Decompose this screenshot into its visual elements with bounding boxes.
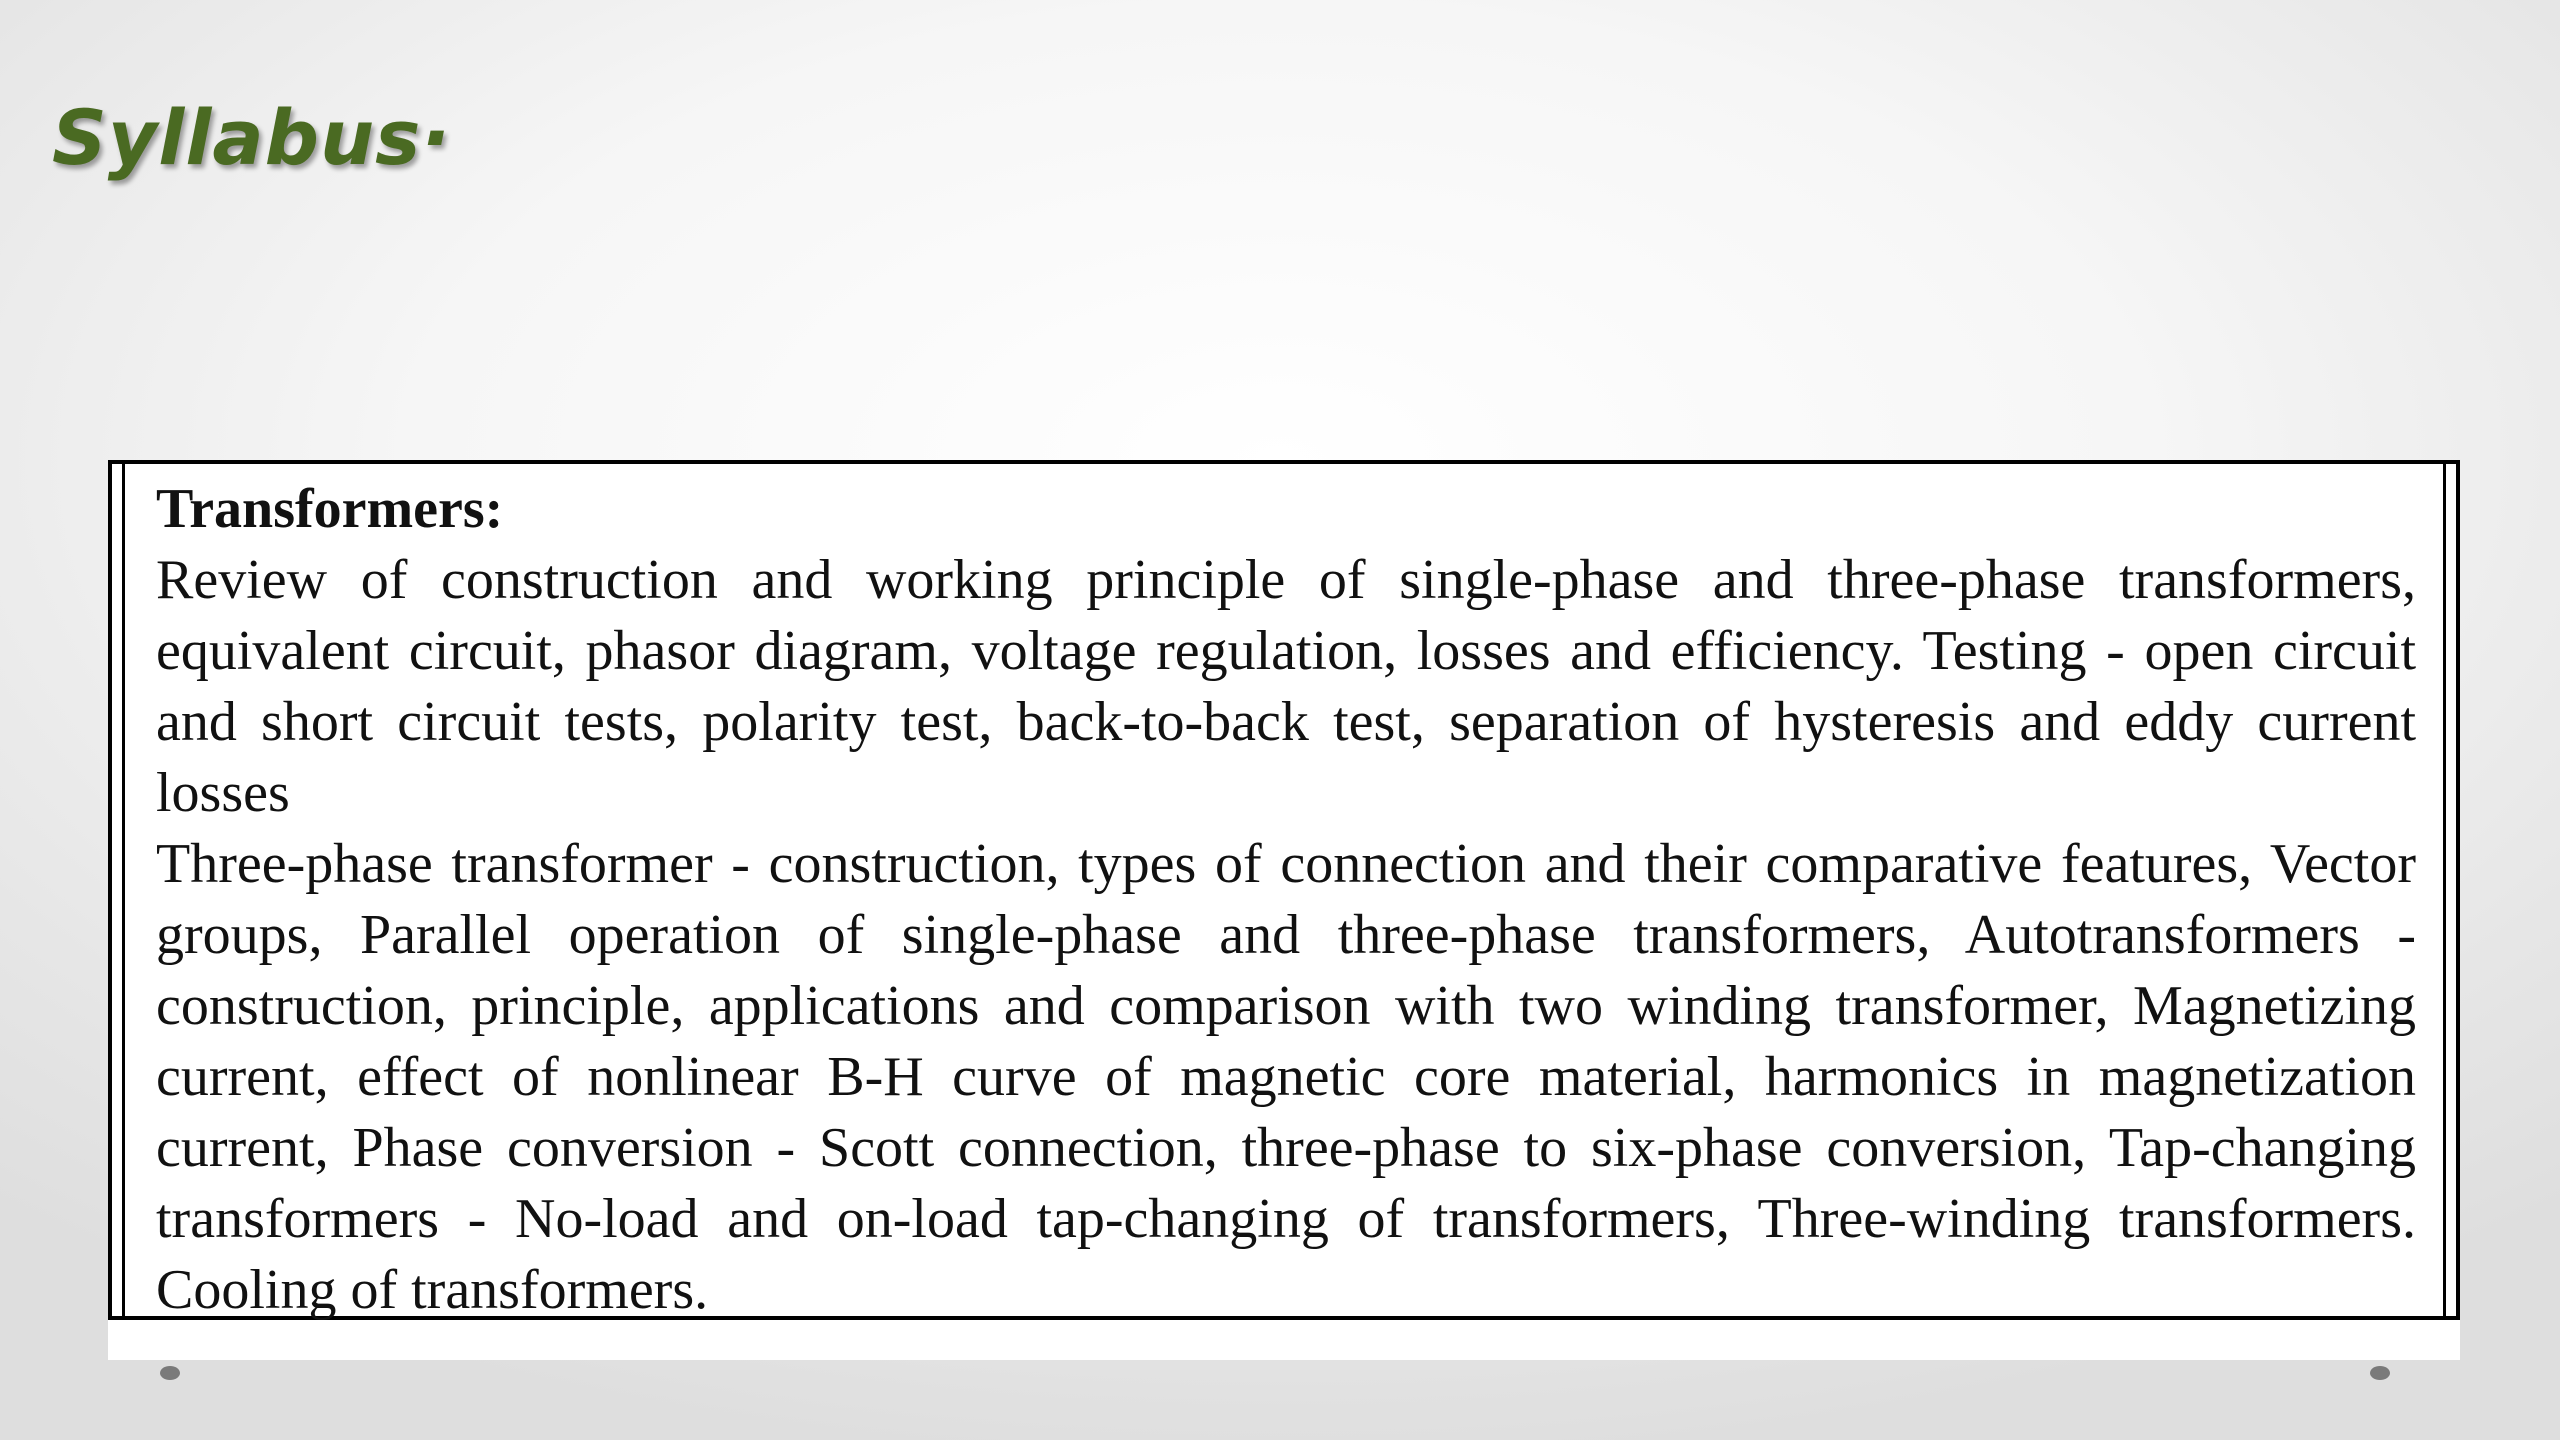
syllabus-content <box>156 474 2416 1326</box>
slide-bullet-dot-left <box>160 1366 180 1380</box>
syllabus-box <box>108 460 2460 1320</box>
syllabus-paragraph-1: Review of construction and working principle of single-phase and three-phase transformers, equivalent circuit, phasor diagram, voltage regulation, losses and efficiency. Testing - open circuit and short circuit tests, polarity test, back-to-back test, separation of hysteresis and eddy current losses <box>156 549 2416 824</box>
syllabus-paragraph-2: Three-phase transformer - construction, types of connection and their comparative features, Vector groups, Parallel operation of single-phase and three-phase transformers, Autotransformers - construction, principle, applications and comparison with two winding transformer, Magnetizing current, effect of nonlinear B-H curve of magnetic core material, harmonics in magnetization current, Phase conversion - Scott connection, three-phase to six-phase conversion, Tap-changing transformers - No-load and on-load tap-changing of transformers, Three-winding transformers. Cooling of transformers. <box>156 833 2416 1321</box>
slide-bullet-dot-right <box>2370 1366 2390 1380</box>
syllabus-heading: Transformers: <box>156 478 504 540</box>
slide-title: Syllabus· <box>52 93 452 182</box>
syllabus-image <box>108 460 2460 1360</box>
